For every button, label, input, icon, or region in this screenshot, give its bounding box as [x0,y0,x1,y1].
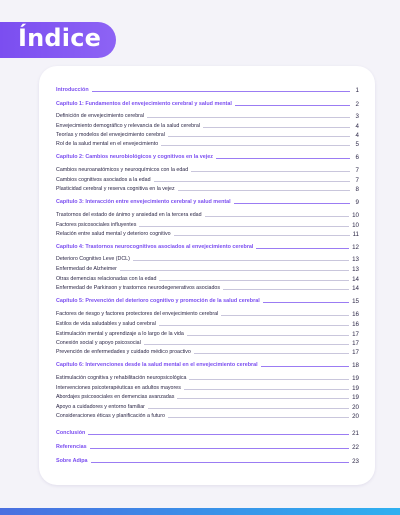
toc-entry[interactable] [56,383,359,392]
toc-chapter-entry[interactable] [56,152,359,161]
dotted-leader [263,302,349,303]
toc-page-number: 13 [352,256,359,263]
toc-entry-label: Capítulo 5: Prevención del deterioro cognitivo y promoción de la salud cerebral [56,298,260,304]
dotted-leader [88,434,349,435]
toc-entry-label: Estimulación cognitiva y rehabilitación neuropsicológica [56,375,187,381]
toc-chapter-entry[interactable] [56,99,359,108]
dotted-leader [216,158,350,159]
toc-page-number: 17 [352,340,359,347]
page-title: Índice [18,24,102,52]
toc-entry-label: Factores de riesgo y factores protectores del envejecimiento cerebral [56,311,219,317]
toc-entry[interactable] [56,274,359,283]
dotted-leader [148,408,349,409]
dotted-leader [91,462,350,463]
dotted-leader [139,226,349,227]
toc-entry[interactable] [56,165,359,174]
toc-entry[interactable] [56,392,359,401]
dotted-leader [261,366,349,367]
toc-entry-label: Rol de la salud mental en el envejecimiento [56,141,159,147]
toc-entry-label: Estimulación mental y aprendizaje a lo largo de la vida [56,331,184,337]
dotted-leader [168,417,349,418]
toc-chapter-entry[interactable] [56,442,359,451]
toc-chapter-entry[interactable] [56,197,359,206]
toc-entry-label: Enfermedad de Parkinson y trastornos neurodegenerativos asociados [56,285,221,291]
toc-entry-label: Relación entre salud mental y deterioro cognitivo [56,231,171,237]
toc-entry[interactable] [56,121,359,130]
dotted-leader [191,171,350,172]
toc-entry-label: Capítulo 4: Trastornos neurocognitivos asociados al envejecimiento cerebral [56,244,254,250]
dotted-leader [189,379,349,380]
toc-page-number: 16 [352,311,359,318]
dotted-leader [235,105,350,106]
dotted-leader [144,344,349,345]
toc-entry-label: Cambios cognitivos asociados a la edad [56,177,151,183]
toc-entry[interactable] [56,338,359,347]
toc-entry-label: Sobre Adipa [56,458,88,464]
dotted-leader [90,448,350,449]
dotted-leader [256,248,349,249]
toc-card [39,66,375,485]
toc-entry-label: Prevención de enfermedades y cuidado médico proactivo [56,349,191,355]
toc-page-number: 17 [352,349,359,356]
toc-page-number: 4 [355,123,359,130]
toc-page-number: 5 [355,141,359,148]
toc-page-number: 3 [355,113,359,120]
toc-entry-label: Otras demencias relacionadas con la edad [56,276,157,282]
toc-entry[interactable] [56,111,359,120]
toc-entry-label: Cambios neuroanatómicos y neuroquímicos con la edad [56,167,189,173]
toc-entry-label: Capítulo 2: Cambios neurobiológicos y cognitivos en la vejez [56,154,213,160]
toc-page-number: 23 [352,458,359,465]
dotted-leader [234,203,350,204]
toc-chapter-entry[interactable] [56,428,359,437]
toc-page-number: 10 [352,222,359,229]
dotted-leader [154,181,350,182]
dotted-leader [161,145,350,146]
toc-page-number: 14 [352,285,359,292]
toc-entry-label: Deterioro Cognitivo Leve (DCL) [56,256,130,262]
dotted-leader [221,315,349,316]
dotted-leader [184,389,349,390]
toc-entry-label: Intervenciones psicoterapéuticas en adultos mayores [56,385,181,391]
toc-entry-label: Capítulo 6: Intervenciones desde la salud mental en el envejecimiento cerebral [56,362,258,368]
toc-entry[interactable] [56,139,359,148]
toc-page-number: 14 [352,276,359,283]
toc-entry[interactable] [56,283,359,292]
toc-page-number: 12 [352,244,359,251]
toc-entry[interactable] [56,130,359,139]
toc-entry[interactable] [56,347,359,356]
toc-entry[interactable] [56,319,359,328]
toc-chapter-entry[interactable] [56,296,359,305]
toc-entry[interactable] [56,175,359,184]
toc-chapter-entry[interactable] [56,242,359,251]
toc-entry-label: Teorías y modelos del envejecimiento cerebral [56,132,165,138]
toc-page-number: 1 [355,87,359,94]
toc-page-number: 11 [352,231,359,238]
dotted-leader [205,216,350,217]
toc-entry[interactable] [56,264,359,273]
dotted-leader [174,235,350,236]
toc-entry[interactable] [56,402,359,411]
toc-entry[interactable] [56,184,359,193]
toc-page-number: 4 [355,132,359,139]
toc-entry[interactable] [56,220,359,229]
toc-entry-label: Factores psicosociales influyentes [56,222,137,228]
toc-entry-label: Trastornos del estado de ánimo y ansiedad en la tercera edad [56,212,202,218]
toc-entry-label: Plasticidad cerebral y reserva cognitiva en la vejez [56,186,175,192]
dotted-leader [133,260,349,261]
toc-chapter-entry[interactable] [56,85,359,94]
toc-page-number: 18 [352,362,359,369]
toc-chapter-entry[interactable] [56,456,359,465]
toc-page-number: 21 [352,430,359,437]
dotted-leader [92,91,350,92]
toc-page-number: 19 [352,385,359,392]
dotted-leader [194,353,349,354]
toc-entry-label: Capítulo 3: Interacción entre envejecimiento cerebral y salud mental [56,199,231,205]
toc-entry[interactable] [56,229,359,238]
toc-entry[interactable] [56,411,359,420]
dotted-leader [159,280,349,281]
dotted-leader [203,127,350,128]
toc-entry-label: Referencias [56,444,87,450]
dotted-leader [177,398,349,399]
toc-entry-label: Introducción [56,87,89,93]
toc-entry[interactable] [56,373,359,382]
toc-page-number: 16 [352,321,359,328]
toc-page-number: 20 [352,404,359,411]
footer-gradient-bar [0,508,400,515]
dotted-leader [168,136,350,137]
toc-page-number: 7 [355,177,359,184]
toc-entry-label: Conclusión [56,430,86,436]
toc-entry[interactable] [56,254,359,263]
toc-entry[interactable] [56,210,359,219]
toc-entry-label: Enfermedad de Alzheimer [56,266,117,272]
toc-page-number: 9 [355,199,359,206]
toc-page-number: 2 [355,101,359,108]
toc-entry-label: Estilos de vida saludables y salud cerebral [56,321,156,327]
toc-entry-label: Abordajes psicosociales en demencias avanzadas [56,394,175,400]
toc-chapter-entry[interactable] [56,360,359,369]
toc-entry-label: Apoyo a cuidadores y entorno familiar [56,404,145,410]
toc-entry-label: Consideraciones éticas y planificación a futuro [56,413,165,419]
toc-page-number: 19 [352,394,359,401]
table-of-contents [39,66,375,485]
dotted-leader [178,190,350,191]
toc-page-number: 20 [352,413,359,420]
toc-page-number: 17 [352,331,359,338]
dotted-leader [147,117,350,118]
dotted-leader [187,335,349,336]
toc-entry[interactable] [56,329,359,338]
toc-page-number: 8 [355,186,359,193]
dotted-leader [159,325,349,326]
toc-entry[interactable] [56,309,359,318]
toc-entry-label: Envejecimiento demográfico y relevancia de la salud cerebral [56,123,200,129]
toc-page-number: 6 [355,154,359,161]
toc-page-number: 10 [352,212,359,219]
dotted-leader [120,270,349,271]
toc-page-number: 15 [352,298,359,305]
toc-entry-label: Conexión social y apoyo psicosocial [56,340,141,346]
toc-entry-label: Definición de envejecimiento cerebral [56,113,145,119]
toc-page-number: 19 [352,375,359,382]
toc-page-number: 22 [352,444,359,451]
toc-entry-label: Capítulo 1: Fundamentos del envejecimiento cerebral y salud mental [56,101,232,107]
dotted-leader [223,289,349,290]
toc-page-number: 7 [355,167,359,174]
toc-page-number: 13 [352,266,359,273]
